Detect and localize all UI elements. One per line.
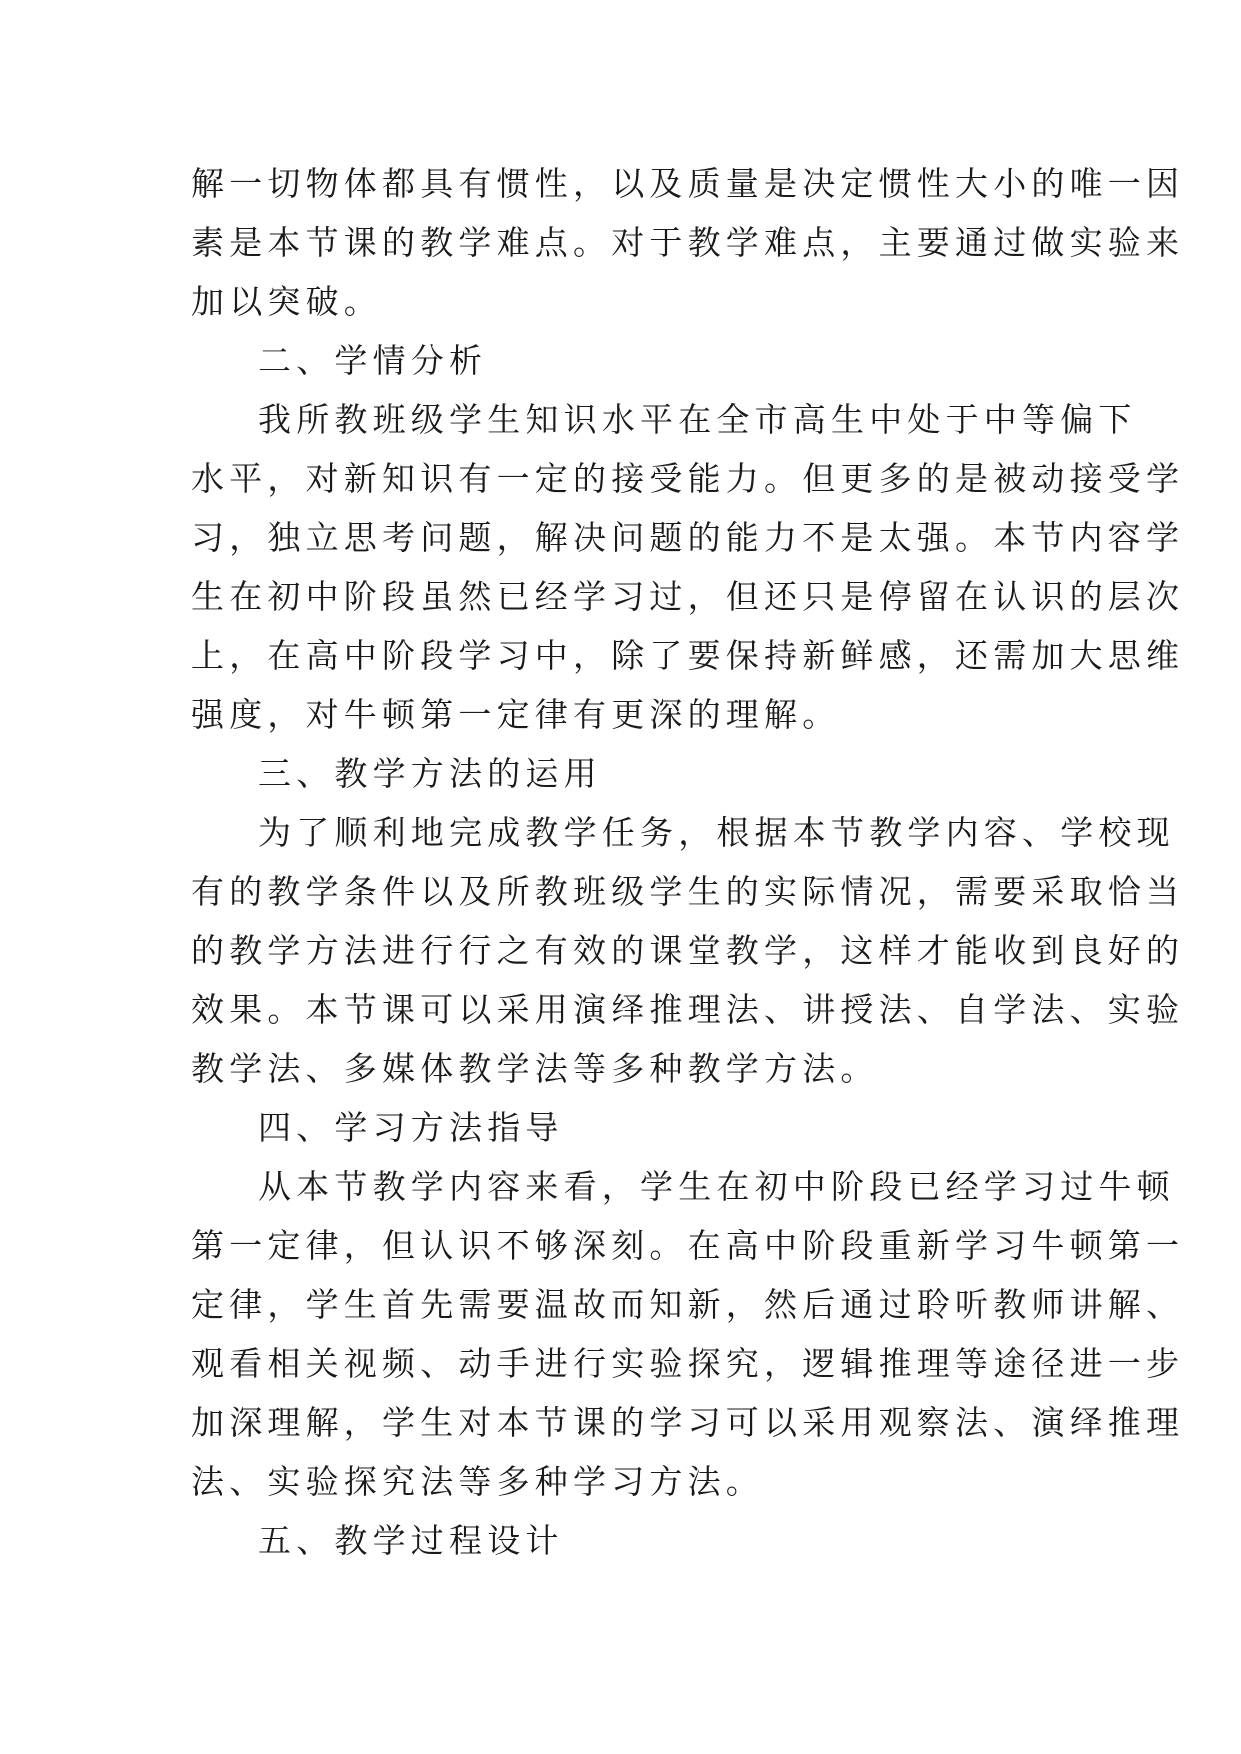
paragraph-line: 上，在高中阶段学习中，除了要保持新鲜感，还需加大思维 [191,636,1185,675]
section-heading: 三、教学方法的运用 [258,754,602,793]
paragraph-line: 我所教班级学生知识水平在全市高生中处于中等偏下 [258,400,1137,439]
section-heading: 二、学情分析 [258,341,488,380]
paragraph-line: 效果。本节课可以采用演绎推理法、讲授法、自学法、实验 [191,990,1185,1029]
paragraph-line: 素是本节课的教学难点。对于教学难点，主要通过做实验来 [191,223,1185,262]
paragraph-line: 水平，对新知识有一定的接受能力。但更多的是被动接受学 [191,459,1185,498]
paragraph-line: 第一定律，但认识不够深刻。在高中阶段重新学习牛顿第一 [191,1226,1185,1265]
paragraph-line: 习，独立思考问题，解决问题的能力不是太强。本节内容学 [191,518,1185,557]
paragraph-line: 的教学方法进行行之有效的课堂教学，这样才能收到良好的 [191,931,1185,970]
paragraph-line: 为了顺利地完成教学任务，根据本节教学内容、学校现 [258,813,1175,852]
paragraph-line: 观看相关视频、动手进行实验探究，逻辑推理等途径进一步 [191,1344,1185,1383]
paragraph-line: 强度，对牛顿第一定律有更深的理解。 [191,695,841,734]
paragraph-line: 有的教学条件以及所教班级学生的实际情况，需要采取恰当 [191,872,1185,911]
section-heading: 五、教学过程设计 [258,1521,564,1560]
paragraph-line: 加深理解，学生对本节课的学习可以采用观察法、演绎推理 [191,1403,1185,1442]
paragraph-line: 教学法、多媒体教学法等多种教学方法。 [191,1049,879,1088]
paragraph-line: 生在初中阶段虽然已经学习过，但还只是停留在认识的层次 [191,577,1185,616]
paragraph-line: 加以突破。 [191,282,382,321]
paragraph-line: 定律，学生首先需要温故而知新，然后通过聆听教师讲解、 [191,1285,1185,1324]
paragraph-line: 从本节教学内容来看，学生在初中阶段已经学习过牛顿 [258,1167,1175,1206]
paragraph-line: 法、实验探究法等多种学习方法。 [191,1462,764,1501]
section-heading: 四、学习方法指导 [258,1108,564,1147]
paragraph-line: 解一切物体都具有惯性，以及质量是决定惯性大小的唯一因 [191,164,1185,203]
